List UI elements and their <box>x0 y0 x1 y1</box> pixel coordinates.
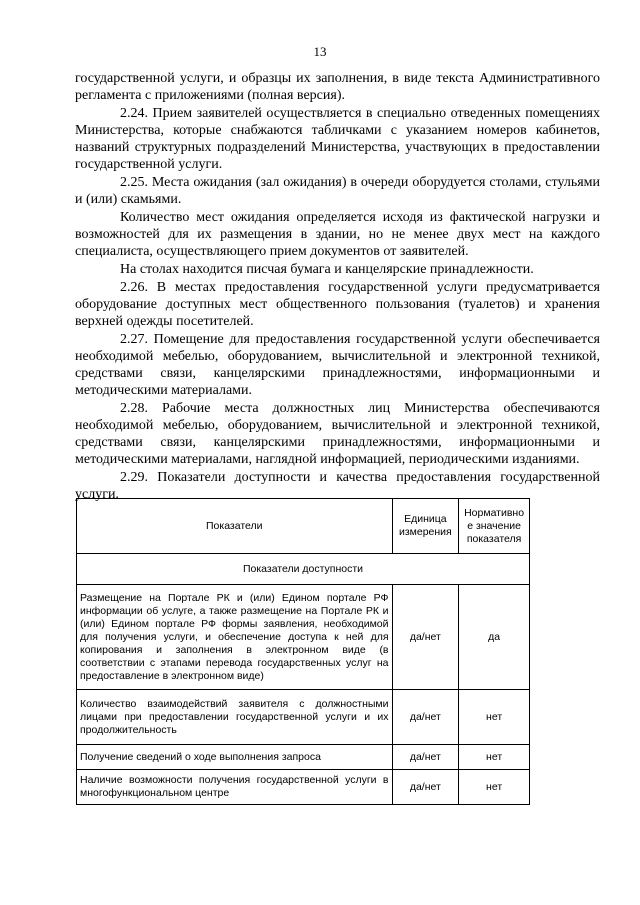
unit-cell: да/нет <box>392 585 459 690</box>
paragraph-2-25: 2.25. Места ожидания (зал ожидания) в очереди оборудуется столами, стульями и (или) скамьями. <box>75 175 600 207</box>
norm-cell: нет <box>459 690 530 745</box>
paragraph-2-27: 2.27. Помещение для предоставления государственной услуги обеспечивается необходимой мебелью, оборудованием, вычислительной и электронной техникой, средствами связи, канцелярскими принадлежностями, информационными и методическими материалами. <box>75 332 600 398</box>
regulation-text <box>75 70 600 504</box>
table-section-row <box>77 554 530 585</box>
norm-cell: нет <box>459 745 530 770</box>
paragraph-2-26: 2.26. В местах предоставления государственной услуги предусматривается оборудование доступных мест общественного пользования (туалетов) и хранения верхней одежды посетителей. <box>75 280 600 329</box>
table-row <box>77 770 530 805</box>
paragraph-2-28: 2.28. Рабочие места должностных лиц Министерства обеспечиваются необходимой мебелью, оборудованием, вычислительной и электронной техникой, средствами связи, канцелярскими принадлежностями, информационными и методическими материалами, наглядной информацией, периодическими изданиями. <box>75 401 600 467</box>
paragraph-2-24: 2.24. Прием заявителей осуществляется в специально отведенных помещениях Министерства, которые снабжаются табличками с указанием номеров кабинетов, названий структурных подразделений Министерства, участвующих в предоставлении государственной услуги. <box>75 106 600 172</box>
table-header-row <box>77 499 530 554</box>
header-indicator: Показатели <box>77 499 393 554</box>
paragraph: На столах находится писчая бумага и канцелярские принадлежности. <box>120 262 534 277</box>
norm-cell: нет <box>459 770 530 805</box>
paragraph: государственной услуги, и образцы их заполнения, в виде текста Административного регламента с приложениями (полная версия). <box>75 71 600 103</box>
paragraph: Количество мест ожидания определяется исходя из фактической нагрузки и возможностей для их размещения в здании, но не менее двух мест на каждого специалиста, осуществляющего прием документов от заявителей. <box>75 210 600 259</box>
indicator-cell: Размещение на Портале РК и (или) Едином портале РФ информации об услуге, а также размещение на Портале РК и (или) Едином портале РФ формы заявления, необходимой для получения услуги, и обеспечение доступа к ней для копирования и заполнения в электронном виде (в соответствии с этапами перевода государственных услуг на предоставление в электронном виде) <box>77 585 393 690</box>
table-row <box>77 690 530 745</box>
section-title: Показатели доступности <box>77 554 530 585</box>
indicator-cell: Количество взаимодействий заявителя с должностными лицами при предоставлении государственной услуги и их продолжительность <box>77 690 393 745</box>
header-norm: Нормативно е значение показателя <box>459 499 530 554</box>
header-unit: Единица измерения <box>392 499 459 554</box>
page-number: 13 <box>313 44 327 59</box>
unit-cell: да/нет <box>392 690 459 745</box>
table-row <box>77 745 530 770</box>
unit-cell: да/нет <box>392 770 459 805</box>
indicators-table <box>76 498 530 805</box>
indicator-cell: Получение сведений о ходе выполнения запроса <box>77 745 393 770</box>
table-row <box>77 585 530 690</box>
indicator-cell: Наличие возможности получения государственной услуги в многофункциональном центре <box>77 770 393 805</box>
paragraph-2-29: 2.29. Показатели доступности и качества предоставления государственной услуги. <box>75 470 600 502</box>
norm-cell: да <box>459 585 530 690</box>
unit-cell: да/нет <box>392 745 459 770</box>
